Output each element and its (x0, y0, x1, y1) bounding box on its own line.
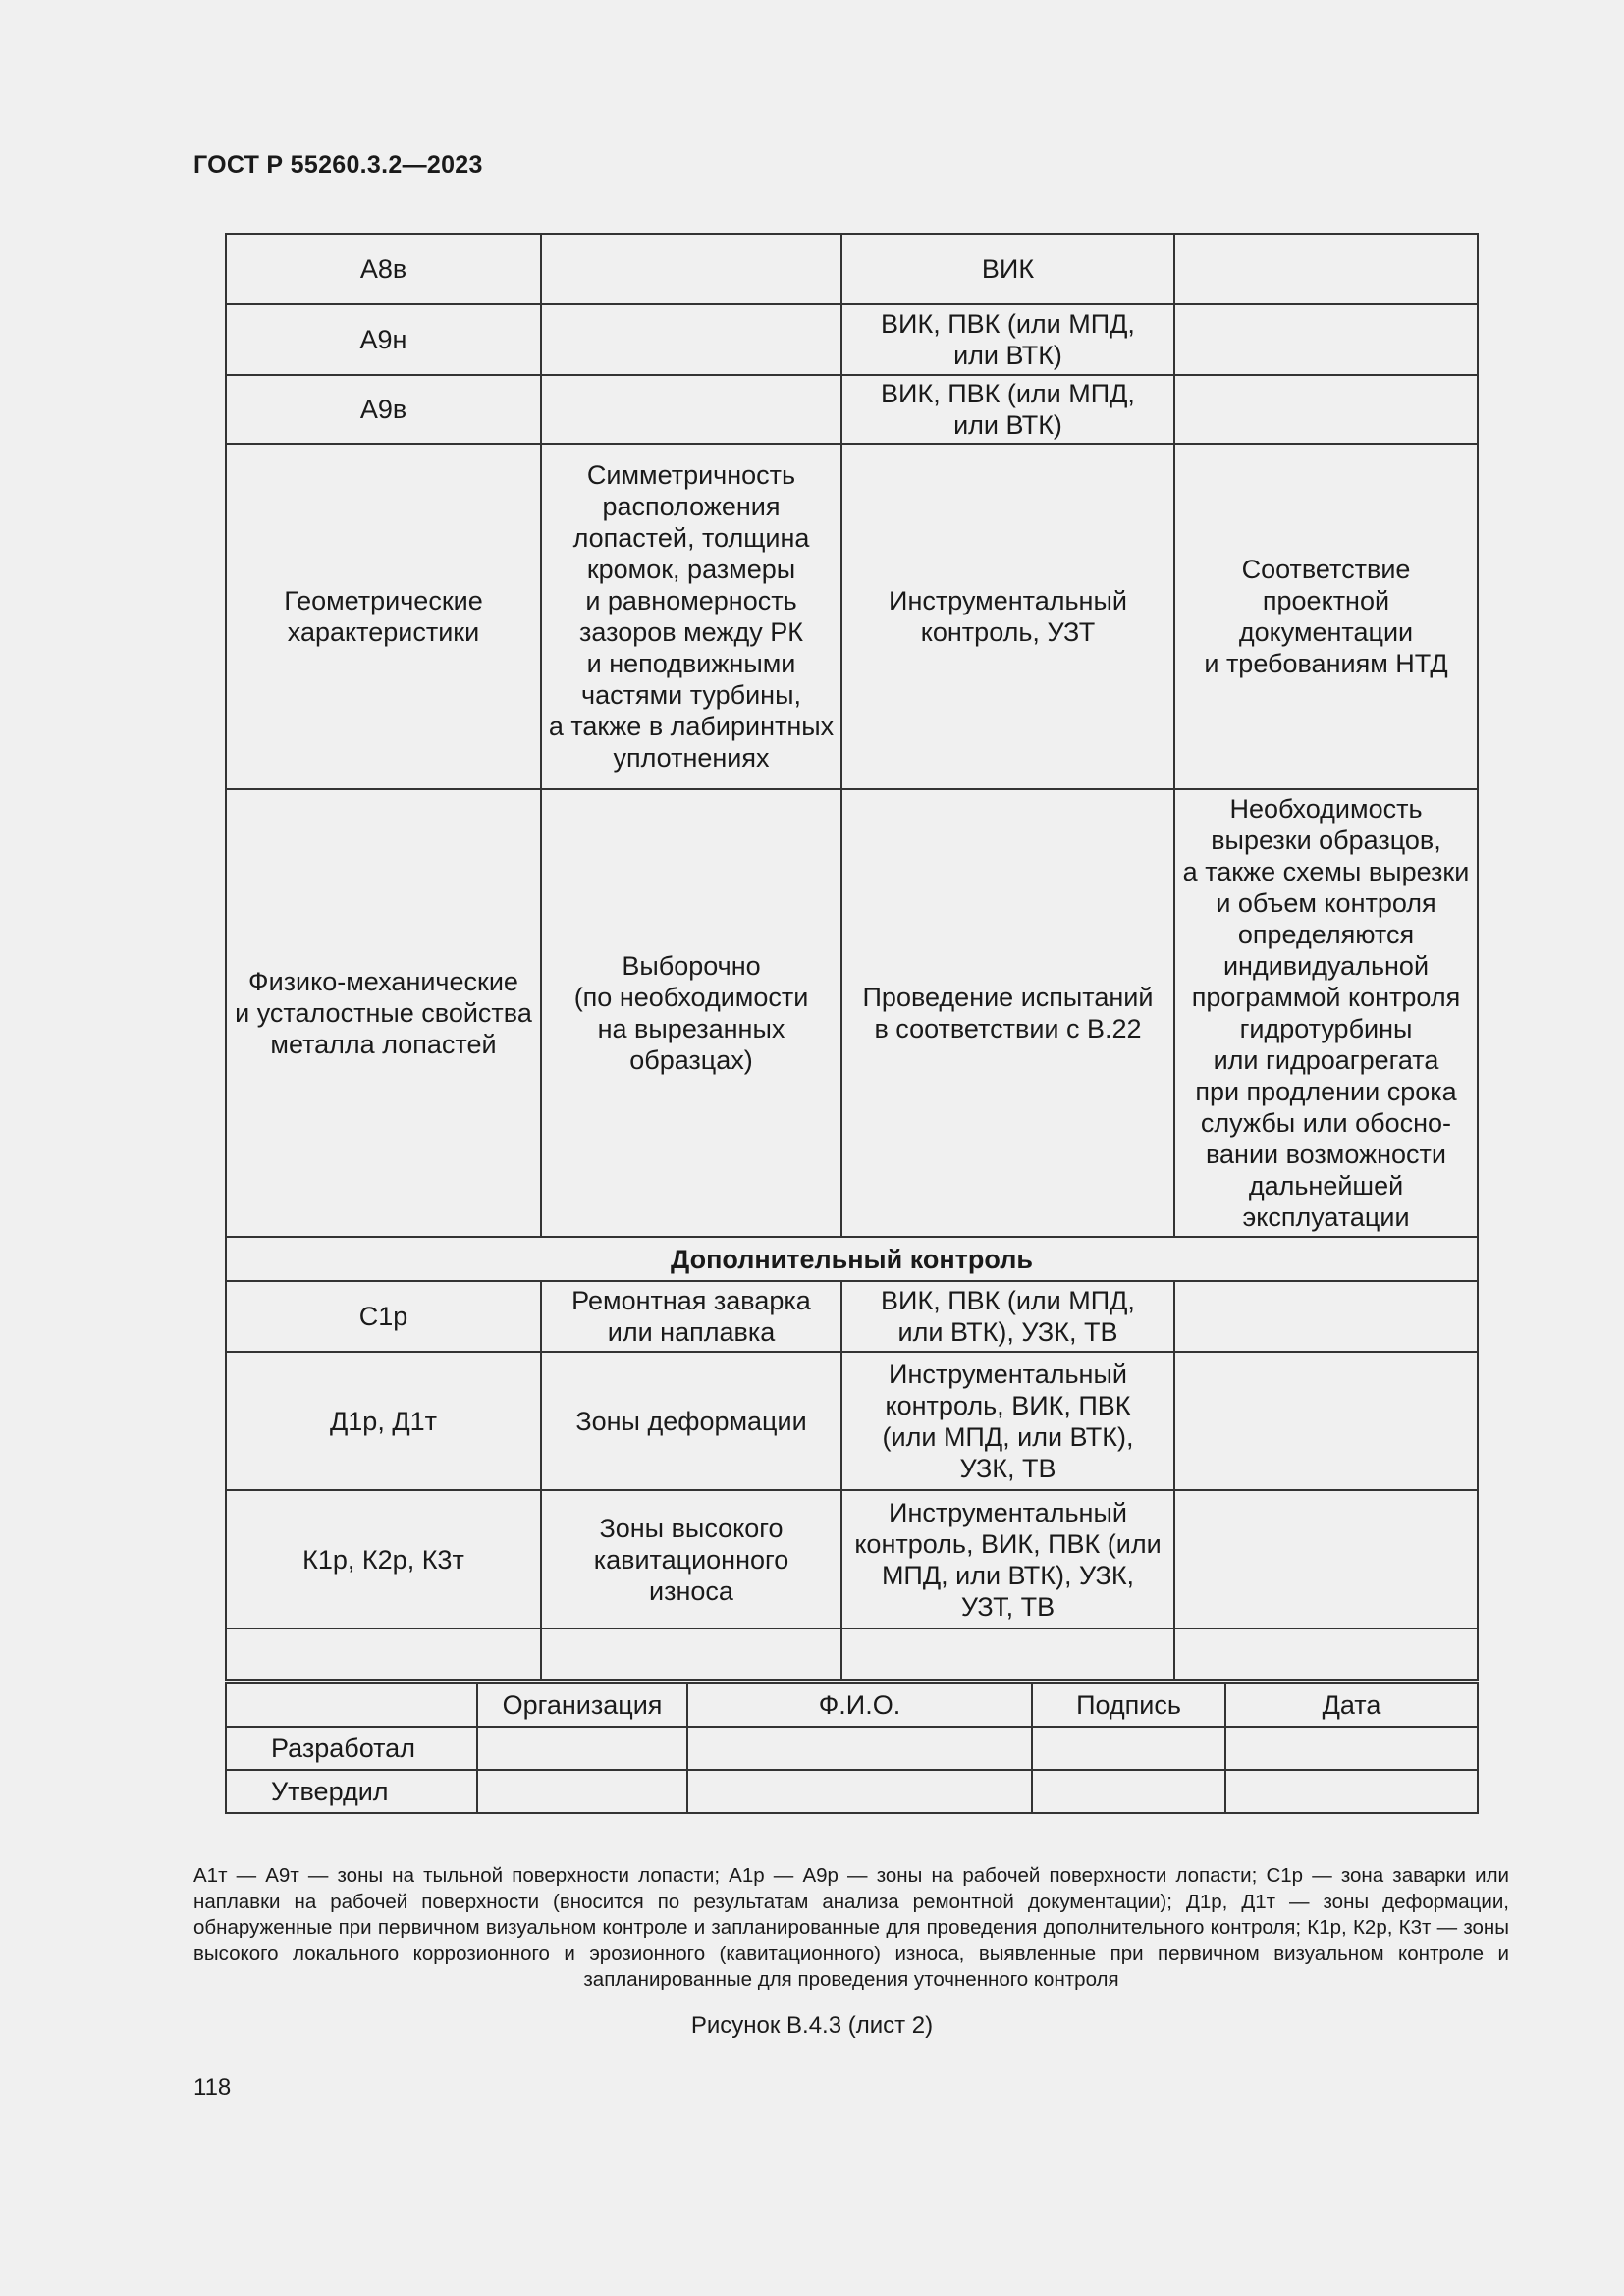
table-row (226, 1237, 1478, 1281)
table-cell: С1р (226, 1281, 541, 1352)
table-row (226, 234, 1478, 304)
table-cell: Инструментальный контроль, ВИК, ПВК (или МПД, или ВТК), УЗК, ТВ (841, 1352, 1174, 1490)
table-cell (1174, 1629, 1478, 1680)
table-cell: Ремонтная заварка или наплавка (541, 1281, 841, 1352)
signature-header-cell: Подпись (1032, 1683, 1225, 1727)
table-cell (1174, 375, 1478, 444)
table-cell (541, 234, 841, 304)
signature-header-cell: Дата (1225, 1683, 1478, 1727)
document-header: ГОСТ Р 55260.3.2—2023 (193, 151, 483, 179)
table-cell: Выборочно (по необходимости на вырезанных образцах) (541, 789, 841, 1237)
table-cell (226, 1629, 541, 1680)
table-row (226, 1281, 1478, 1352)
signature-field[interactable] (477, 1770, 687, 1813)
table-cell: Необходимость вырезки образцов, а также схемы вырезки и объем контроля определяются индивидуальной программой контроля гидротурбины или гидроагрегата при продлении срока службы или обосно- вании возможности дальнейшей эксплуатации (1174, 789, 1478, 1237)
table-cell: Соответствие проектной документации и требованиям НТД (1174, 444, 1478, 789)
table-cell: ВИК, ПВК (или МПД, или ВТК) (841, 375, 1174, 444)
signature-header-cell (226, 1683, 477, 1727)
table-cell: А9в (226, 375, 541, 444)
table-cell: ВИК (841, 234, 1174, 304)
figure-caption: Рисунок В.4.3 (лист 2) (690, 2012, 934, 2039)
table-cell: А9н (226, 304, 541, 375)
section-title: Дополнительный контроль (226, 1237, 1478, 1281)
signature-role: Разработал (226, 1727, 477, 1770)
table-cell: Проведение испытаний в соответствии с В.22 (841, 789, 1174, 1237)
table-cell (841, 1629, 1174, 1680)
signature-field[interactable] (477, 1727, 687, 1770)
table-row (226, 1490, 1478, 1629)
table-row (226, 1352, 1478, 1490)
signature-field[interactable] (1032, 1770, 1225, 1813)
signature-header-cell: Организация (477, 1683, 687, 1727)
table-row (226, 1629, 1478, 1680)
table-cell (1174, 1490, 1478, 1629)
signature-field[interactable] (687, 1727, 1032, 1770)
page-number: 118 (193, 2074, 232, 2101)
signature-field[interactable] (1225, 1727, 1478, 1770)
table-cell (1174, 304, 1478, 375)
table-cell: Зоны высокого кавитационного износа (541, 1490, 841, 1629)
table-cell (541, 304, 841, 375)
table-cell: Зоны деформации (541, 1352, 841, 1490)
signature-field[interactable] (687, 1770, 1032, 1813)
table-cell (541, 375, 841, 444)
figure-notes: А1т — А9т — зоны на тыльной поверхности лопасти; А1р — А9р — зоны на рабочей поверхности лопасти; С1р — зона заварки или наплавки на рабочей поверхности (вносится по результатам анализа ремонтной документации); Д1р, Д1т — зоны деформации, обнаруженные при первичном визуальном контроле и запланированные для проведения дополнительного контроля; К1р, К2р, К3т — зоны высокого локального коррозионного и эрозионного (кавитационного) износа, выявленные при первичном визуальном контроле и запланированные для проведения уточненного контроля (193, 1864, 1509, 1991)
signature-row (226, 1770, 1478, 1813)
signature-header-cell: Ф.И.О. (687, 1683, 1032, 1727)
table-row (226, 444, 1478, 789)
table-cell: Симметричность расположения лопастей, толщина кромок, размеры и равномерность зазоров между РК и неподвижными частями турбины, а также в лабиринтных уплотнениях (541, 444, 841, 789)
table-cell: Физико-механические и усталостные свойства металла лопастей (226, 789, 541, 1237)
table-cell: Инструментальный контроль, УЗТ (841, 444, 1174, 789)
table-cell (1174, 1352, 1478, 1490)
table-cell: А8в (226, 234, 541, 304)
signature-header-row (226, 1683, 1478, 1727)
table-row (226, 304, 1478, 375)
table-row (226, 789, 1478, 1237)
table-cell (1174, 1281, 1478, 1352)
table-cell (541, 1629, 841, 1680)
table-cell: Геометрические характеристики (226, 444, 541, 789)
signature-row (226, 1727, 1478, 1770)
table-cell: Инструментальный контроль, ВИК, ПВК (или МПД, или ВТК), УЗК, УЗТ, ТВ (841, 1490, 1174, 1629)
table-cell (1174, 234, 1478, 304)
inspection-table (225, 233, 1479, 1681)
table-cell: Д1р, Д1т (226, 1352, 541, 1490)
signature-field[interactable] (1032, 1727, 1225, 1770)
table-cell: ВИК, ПВК (или МПД, или ВТК) (841, 304, 1174, 375)
signature-field[interactable] (1225, 1770, 1478, 1813)
signature-table (225, 1682, 1479, 1814)
table-row (226, 375, 1478, 444)
table-cell: ВИК, ПВК (или МПД, или ВТК), УЗК, ТВ (841, 1281, 1174, 1352)
table-cell: К1р, К2р, К3т (226, 1490, 541, 1629)
signature-role: Утвердил (226, 1770, 477, 1813)
